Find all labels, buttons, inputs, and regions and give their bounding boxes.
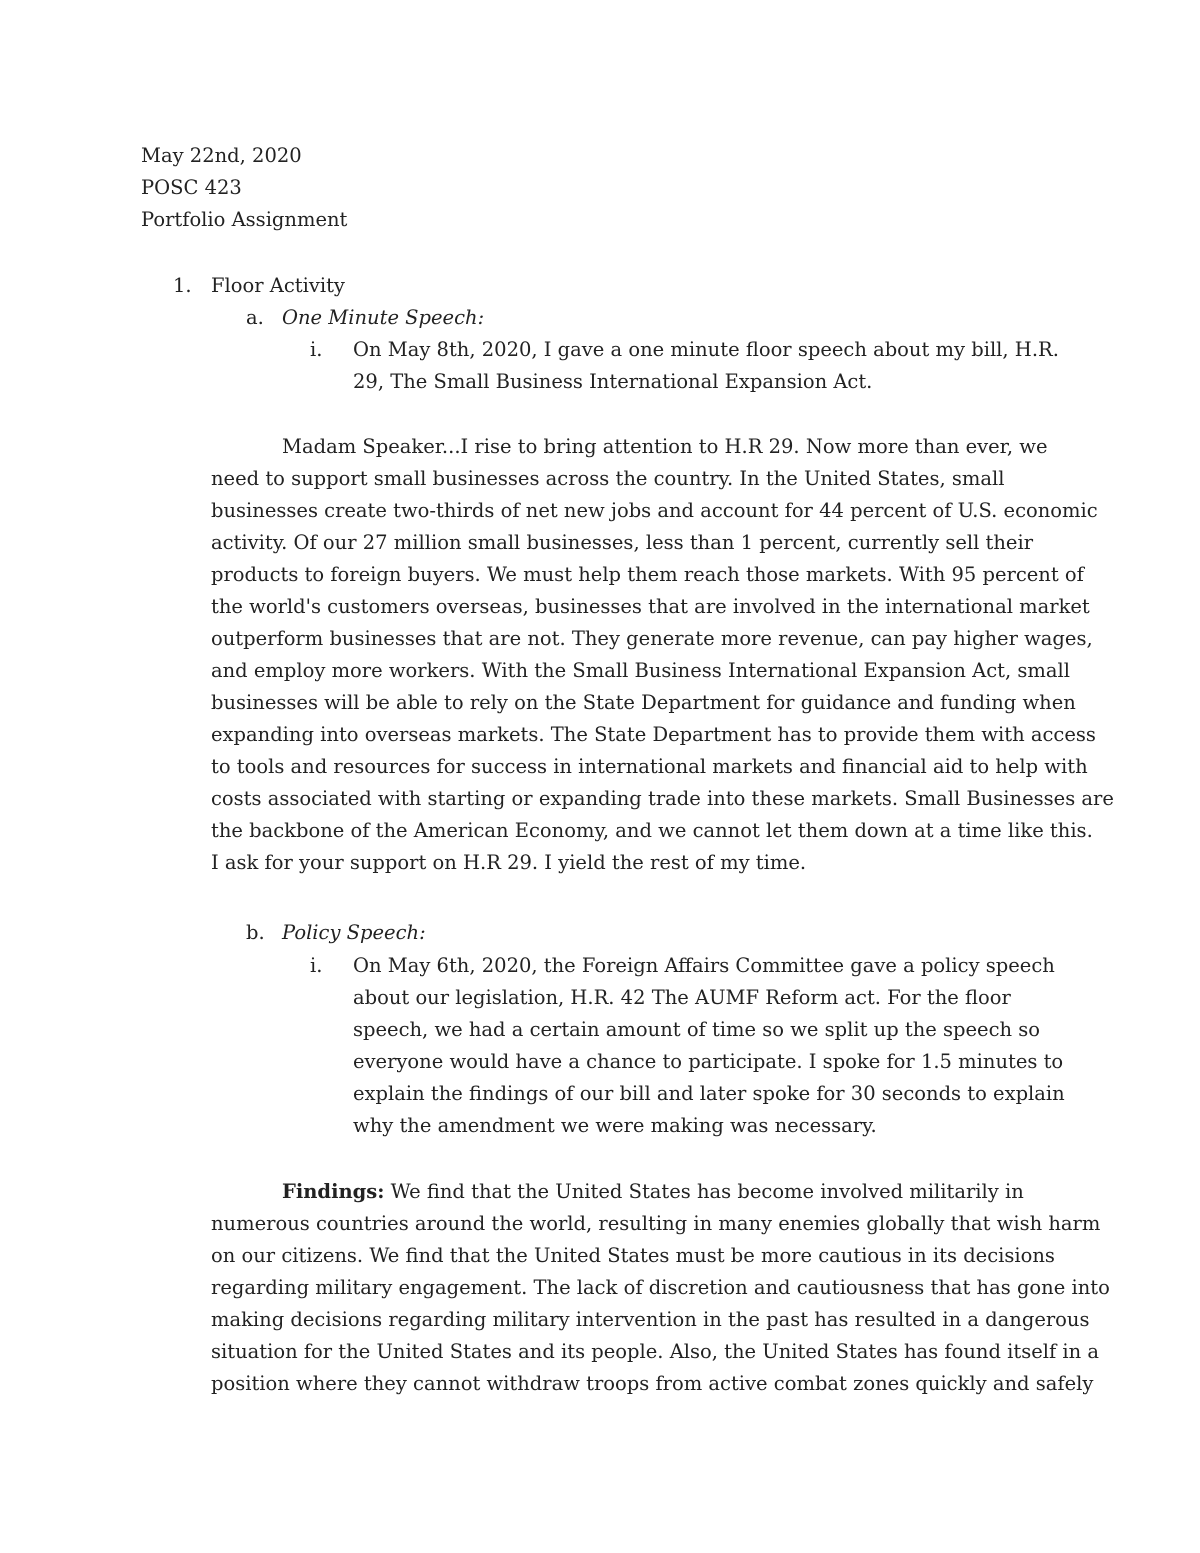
one-minute-speech-text [211, 431, 1114, 879]
assignment-title: Portfolio Assignment [141, 208, 348, 231]
speech-line: expanding into overseas markets. The State Department has to provide them with access [211, 723, 1096, 746]
speech-line: the backbone of the American Economy, and we cannot let them down at a time like this. [211, 819, 1093, 842]
item-b-i-line: speech, we had a certain amount of time so we split up the speech so [353, 1018, 1041, 1041]
speech-line: and employ more workers. With the Small Business International Expansion Act, small [211, 659, 1070, 682]
findings-line: situation for the United States and its people. Also, the United States has found itself in a [211, 1340, 1100, 1363]
findings-line: numerous countries around the world, resulting in many enemies globally that wish harm [211, 1212, 1101, 1235]
item-b-i-line: On May 6th, 2020, the Foreign Affairs Committee gave a policy speech [353, 954, 1055, 977]
item-a-i-line: 29, The Small Business International Expansion Act. [353, 370, 873, 393]
item-b-title: Policy Speech: [282, 921, 426, 944]
findings-first-line-text: We find that the United States has become involved militarily in [384, 1180, 1024, 1203]
speech-line: need to support small businesses across the country. In the United States, small [211, 467, 1005, 490]
findings-line: making decisions regarding military intervention in the past has resulted in a dangerous [211, 1308, 1090, 1331]
item-b-i-numeral: i. [310, 954, 323, 977]
item-a-letter: a. [246, 306, 264, 329]
speech-line: outperform businesses that are not. They generate more revenue, can pay higher wages, [211, 627, 1093, 650]
speech-line: costs associated with starting or expanding trade into these markets. Small Businesses are [211, 787, 1114, 810]
item-a-i-line: On May 8th, 2020, I gave a one minute floor speech about my bill, H.R. [353, 338, 1059, 361]
speech-line: products to foreign buyers. We must help them reach those markets. With 95 percent of [211, 563, 1084, 586]
item-a-i-numeral: i. [310, 338, 323, 361]
document-date: May 22nd, 2020 [141, 144, 302, 167]
findings-text [211, 1176, 1110, 1400]
section-1-title: Floor Activity [211, 274, 345, 297]
item-b-i-line: explain the findings of our bill and later spoke for 30 seconds to explain [353, 1082, 1065, 1105]
speech-line: activity. Of our 27 million small businesses, less than 1 percent, currently sell their [211, 531, 1034, 554]
item-b-i-text [353, 950, 1065, 1142]
item-b-i-line: about our legislation, H.R. 42 The AUMF Reform act. For the floor [353, 986, 1011, 1009]
item-b-i-line: everyone would have a chance to participate. I spoke for 1.5 minutes to [353, 1050, 1064, 1073]
speech-line: businesses will be able to rely on the State Department for guidance and funding when [211, 691, 1076, 714]
findings-first-line [211, 1176, 1061, 1208]
item-a-i-text [353, 334, 1059, 398]
item-b-letter: b. [246, 921, 265, 944]
course-code: POSC 423 [141, 176, 242, 199]
findings-line: position where they cannot withdraw troops from active combat zones quickly and safely [211, 1372, 1094, 1395]
item-b-i-line: why the amendment we were making was necessary. [353, 1114, 877, 1137]
findings-label: Findings: [282, 1180, 385, 1203]
section-1-number: 1. [173, 274, 192, 297]
speech-line: the world's customers overseas, businesses that are involved in the international market [211, 595, 1090, 618]
speech-line: businesses create two-thirds of net new jobs and account for 44 percent of U.S. economic [211, 499, 1098, 522]
item-a-title: One Minute Speech: [282, 306, 485, 329]
speech-line: to tools and resources for success in international markets and financial aid to help with [211, 755, 1088, 778]
findings-line: on our citizens. We find that the United States must be more cautious in its decisions [211, 1244, 1055, 1267]
speech-line: I ask for your support on H.R 29. I yield the rest of my time. [211, 851, 807, 874]
speech-line: Madam Speaker...I rise to bring attention to H.R 29. Now more than ever, we [282, 435, 1048, 458]
findings-line: regarding military engagement. The lack of discretion and cautiousness that has gone into [211, 1276, 1110, 1299]
document-header [141, 140, 1041, 236]
